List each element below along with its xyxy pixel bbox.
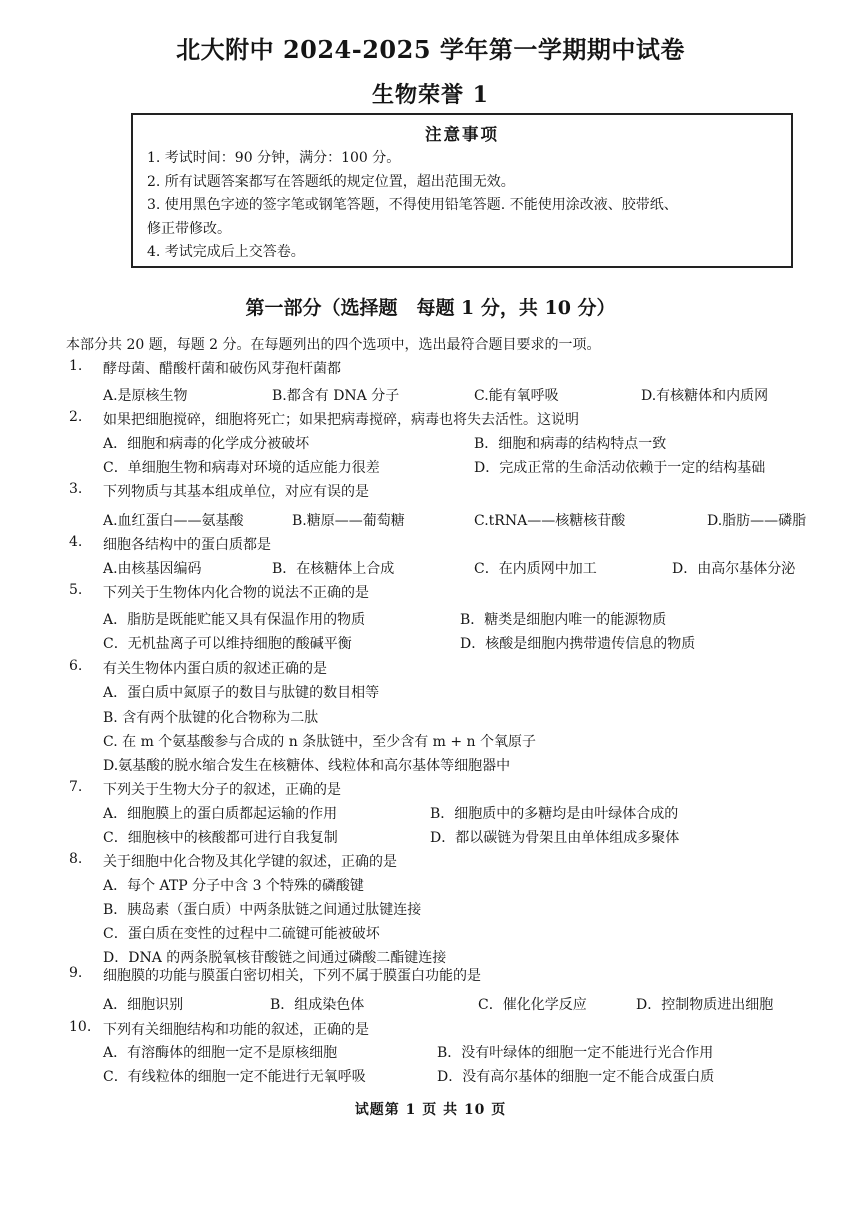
exam-title: 北大附中 2024-2025 学年第一学期期中试卷 [176, 35, 685, 64]
option-c: C．催化化学反应 [478, 997, 587, 1013]
question-number: 5. [69, 582, 83, 598]
question-number: 6. [69, 658, 83, 674]
option-b: B．胰岛素（蛋白质）中两条肽链之间通过肽键连接 [103, 902, 422, 918]
option-c: C．单细胞生物和病毒对环境的适应能力很差 [103, 460, 380, 476]
question-stem: 酵母菌、醋酸杆菌和破伤风芽孢杆菌都 [103, 361, 341, 377]
question-number: 1. [69, 358, 83, 374]
option-d: D．完成正常的生命活动依赖于一定的结构基础 [474, 460, 766, 476]
exam-subtitle: 生物荣誉 1 [372, 82, 489, 108]
option-b: B. 含有两个肽键的化合物称为二肽 [103, 710, 319, 726]
option-b: B．糖类是细胞内唯一的能源物质 [460, 612, 667, 628]
section-heading: 第一部分（选择题 每题 1 分，共 10 分） [245, 297, 616, 319]
option-b: B．没有叶绿体的细胞一定不能进行光合作用 [437, 1045, 714, 1061]
notice-item: 4. 考试完成后上交答卷。 [147, 244, 305, 260]
question-stem: 细胞各结构中的蛋白质都是 [103, 537, 271, 553]
option-d: D．核酸是细胞内携带遗传信息的物质 [460, 636, 696, 652]
page-footer: 试题第 1 页 共 10 页 [354, 1102, 507, 1118]
option-a: A.是原核生物 [103, 388, 188, 404]
option-c: C.tRNA——核糖核苷酸 [474, 513, 626, 529]
question-stem: 细胞膜的功能与膜蛋白密切相关，下列不属于膜蛋白功能的是 [103, 968, 481, 984]
option-b: B.都含有 DNA 分子 [272, 388, 400, 404]
option-c: C．蛋白质在变性的过程中二硫键可能被破坏 [103, 926, 380, 942]
option-a: A．脂肪是既能贮能又具有保温作用的物质 [103, 612, 366, 628]
notice-box [131, 113, 793, 268]
option-a: A．细胞膜上的蛋白质都起运输的作用 [103, 806, 338, 822]
question-stem: 下列关于生物大分子的叙述，正确的是 [103, 782, 341, 798]
notice-item: 2. 所有试题答案都写在答题纸的规定位置，超出范围无效。 [147, 173, 515, 190]
question-stem: 下列关于生物体内化合物的说法不正确的是 [103, 585, 369, 601]
question-number: 2. [69, 409, 83, 425]
question-stem: 下列有关细胞结构和功能的叙述，正确的是 [103, 1022, 369, 1038]
question-number: 10. [69, 1019, 92, 1035]
option-a: A．有溶酶体的细胞一定不是原核细胞 [103, 1045, 338, 1061]
option-b: B．细胞质中的多糖均是由叶绿体合成的 [430, 806, 679, 822]
option-a: A．细胞和病毒的化学成分被破坏 [103, 436, 310, 452]
option-c: C．在内质网中加工 [474, 561, 597, 577]
question-stem: 如果把细胞搅碎，细胞将死亡；如果把病毒搅碎，病毒也将失去活性。这说明 [103, 412, 579, 428]
option-d: D．由高尔基体分泌 [672, 561, 796, 577]
question-number: 3. [69, 481, 83, 497]
option-c: C．有线粒体的细胞一定不能进行无氧呼吸 [103, 1069, 366, 1085]
question-number: 9. [69, 965, 83, 981]
option-c: C.能有氧呼吸 [474, 388, 559, 404]
option-c: C. 在 m 个氨基酸参与合成的 n 条肽链中，至少含有 m + n 个氧原子 [103, 734, 537, 750]
option-b: B.糖原——葡萄糖 [292, 513, 405, 529]
question-stem: 下列物质与其基本组成单位，对应有误的是 [103, 484, 369, 500]
option-d: D.脂肪——磷脂 [707, 513, 807, 529]
question-number: 4. [69, 534, 83, 550]
section-intro: 本部分共 20 题，每题 2 分。在每题列出的四个选项中，选出最符合题目要求的一项。 [66, 337, 601, 353]
option-b: B．细胞和病毒的结构特点一致 [474, 436, 667, 452]
option-b: B．组成染色体 [270, 997, 365, 1013]
option-d: D．控制物质进出细胞 [636, 997, 774, 1013]
option-c: C．无机盐离子可以维持细胞的酸碱平衡 [103, 636, 352, 652]
option-a: A．细胞识别 [103, 997, 184, 1013]
option-a: A.由核基因编码 [103, 561, 202, 577]
notice-heading: 注意事项 [425, 125, 499, 144]
option-d: D．没有高尔基体的细胞一定不能合成蛋白质 [437, 1069, 715, 1085]
question-stem: 有关生物体内蛋白质的叙述正确的是 [103, 661, 327, 677]
option-d: D.有核糖体和内质网 [641, 388, 769, 404]
option-b: B．在核糖体上合成 [272, 561, 395, 577]
option-a: A.血红蛋白——氨基酸 [103, 513, 244, 529]
option-d: D．DNA 的两条脱氧核苷酸链之间通过磷酸二酯键连接 [103, 950, 447, 966]
option-a: A．每个 ATP 分子中含 3 个特殊的磷酸键 [103, 878, 364, 894]
question-number: 7. [69, 779, 83, 795]
option-d: D.氨基酸的脱水缩合发生在核糖体、线粒体和高尔基体等细胞器中 [103, 758, 511, 774]
question-stem: 关于细胞中化合物及其化学键的叙述，正确的是 [103, 854, 397, 870]
option-c: C．细胞核中的核酸都可进行自我复制 [103, 830, 338, 846]
option-a: A．蛋白质中氮原子的数目与肽键的数目相等 [103, 685, 380, 701]
notice-item: 1. 考试时间：90 分钟，满分：100 分。 [147, 150, 401, 166]
option-d: D．都以碳链为骨架且由单体组成多聚体 [430, 830, 680, 846]
notice-item: 3. 使用黑色字迹的签字笔或钢笔答题，不得使用铅笔答题. 不能使用涂改液、胶带纸、 [147, 197, 678, 213]
notice-item: 修正带修改。 [147, 220, 231, 237]
question-number: 8. [69, 851, 83, 867]
